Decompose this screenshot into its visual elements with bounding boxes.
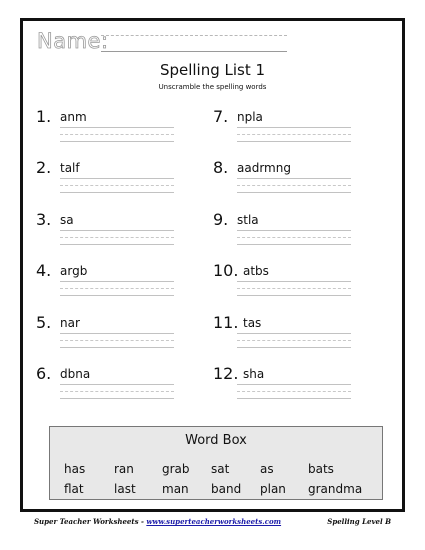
answer-line[interactable] <box>237 178 351 179</box>
answer-line[interactable] <box>60 178 174 179</box>
answer-line[interactable] <box>237 333 351 334</box>
answer-guide-line <box>237 185 351 186</box>
answer-line[interactable] <box>60 127 174 128</box>
answer-base-line <box>60 192 174 193</box>
word-box-word: grandma <box>308 482 363 496</box>
scrambled-word: sha <box>243 367 265 381</box>
word-box-word: flat <box>64 482 84 496</box>
item-number: 7. <box>213 107 229 126</box>
spelling-item-10 <box>213 261 363 301</box>
answer-line[interactable] <box>60 333 174 334</box>
footer-level: Spelling Level B <box>327 517 391 526</box>
item-number: 9. <box>213 210 229 229</box>
spelling-item-6 <box>36 364 186 404</box>
word-box <box>49 426 383 500</box>
spelling-item-2 <box>36 158 186 198</box>
scrambled-word: anm <box>60 110 87 124</box>
scrambled-word: tas <box>243 316 262 330</box>
word-box-word: as <box>260 462 274 476</box>
item-number: 12. <box>213 364 239 383</box>
name-guide-line <box>101 35 287 36</box>
item-number: 6. <box>36 364 52 383</box>
scrambled-word: nar <box>60 316 80 330</box>
scrambled-word: talf <box>60 161 80 175</box>
scrambled-word: dbna <box>60 367 91 381</box>
item-number: 4. <box>36 261 52 280</box>
answer-base-line <box>60 398 174 399</box>
spelling-item-8 <box>213 158 363 198</box>
item-number: 1. <box>36 107 52 126</box>
scrambled-word: npla <box>237 110 263 124</box>
answer-line[interactable] <box>60 281 174 282</box>
answer-guide-line <box>237 391 351 392</box>
item-number: 10. <box>213 261 239 280</box>
scrambled-word: stla <box>237 213 259 227</box>
spelling-item-4 <box>36 261 186 301</box>
answer-guide-line <box>60 391 174 392</box>
word-box-word: last <box>114 482 136 496</box>
answer-line[interactable] <box>237 281 351 282</box>
answer-line[interactable] <box>237 127 351 128</box>
word-box-row-1 <box>64 462 372 480</box>
word-box-word: ran <box>114 462 134 476</box>
answer-guide-line <box>237 237 351 238</box>
word-box-word: man <box>162 482 189 496</box>
spelling-item-12 <box>213 364 363 404</box>
item-number: 8. <box>213 158 229 177</box>
scrambled-word: argb <box>60 264 88 278</box>
item-number: 11. <box>213 313 239 332</box>
answer-line[interactable] <box>60 384 174 385</box>
answer-guide-line <box>237 288 351 289</box>
spelling-item-5 <box>36 313 186 353</box>
item-number: 5. <box>36 313 52 332</box>
name-field[interactable] <box>37 29 287 55</box>
answer-base-line <box>60 347 174 348</box>
scrambled-word: atbs <box>243 264 269 278</box>
answer-base-line <box>60 295 174 296</box>
answer-guide-line <box>237 340 351 341</box>
word-box-title: Word Box <box>185 433 247 448</box>
word-box-word: grab <box>162 462 190 476</box>
word-box-row-2 <box>64 482 372 500</box>
word-box-word: plan <box>260 482 286 496</box>
word-box-word: bats <box>308 462 334 476</box>
answer-base-line <box>237 141 351 142</box>
answer-guide-line <box>60 288 174 289</box>
answer-base-line <box>237 347 351 348</box>
answer-guide-line <box>60 237 174 238</box>
item-number: 3. <box>36 210 52 229</box>
footer-website-link[interactable]: www.superteacherworksheets.com <box>146 517 282 526</box>
spelling-item-11 <box>213 313 363 353</box>
name-label: Name: <box>37 29 109 53</box>
word-box-word: sat <box>211 462 230 476</box>
spelling-item-7 <box>213 107 363 147</box>
answer-guide-line <box>237 134 351 135</box>
answer-line[interactable] <box>60 230 174 231</box>
answer-line[interactable] <box>237 230 351 231</box>
answer-base-line <box>237 244 351 245</box>
answer-guide-line <box>60 340 174 341</box>
answer-guide-line <box>60 185 174 186</box>
scrambled-word: aadrmng <box>237 161 291 175</box>
scrambled-word: sa <box>60 213 74 227</box>
answer-base-line <box>237 398 351 399</box>
spelling-item-9 <box>213 210 363 250</box>
footer-credit-text: Super Teacher Worksheets - <box>34 517 147 526</box>
answer-base-line <box>60 141 174 142</box>
answer-base-line <box>237 192 351 193</box>
answer-base-line <box>237 295 351 296</box>
name-write-line <box>101 51 287 52</box>
page-title: Spelling List 1 <box>159 61 266 79</box>
word-box-word: has <box>64 462 86 476</box>
spelling-item-3 <box>36 210 186 250</box>
answer-line[interactable] <box>237 384 351 385</box>
answer-guide-line <box>60 134 174 135</box>
item-number: 2. <box>36 158 52 177</box>
spelling-item-1 <box>36 107 186 147</box>
footer-credit <box>34 517 281 526</box>
answer-base-line <box>60 244 174 245</box>
page-subtitle: Unscramble the spelling words <box>158 83 267 91</box>
word-box-word: band <box>211 482 242 496</box>
worksheet-border <box>20 18 405 512</box>
